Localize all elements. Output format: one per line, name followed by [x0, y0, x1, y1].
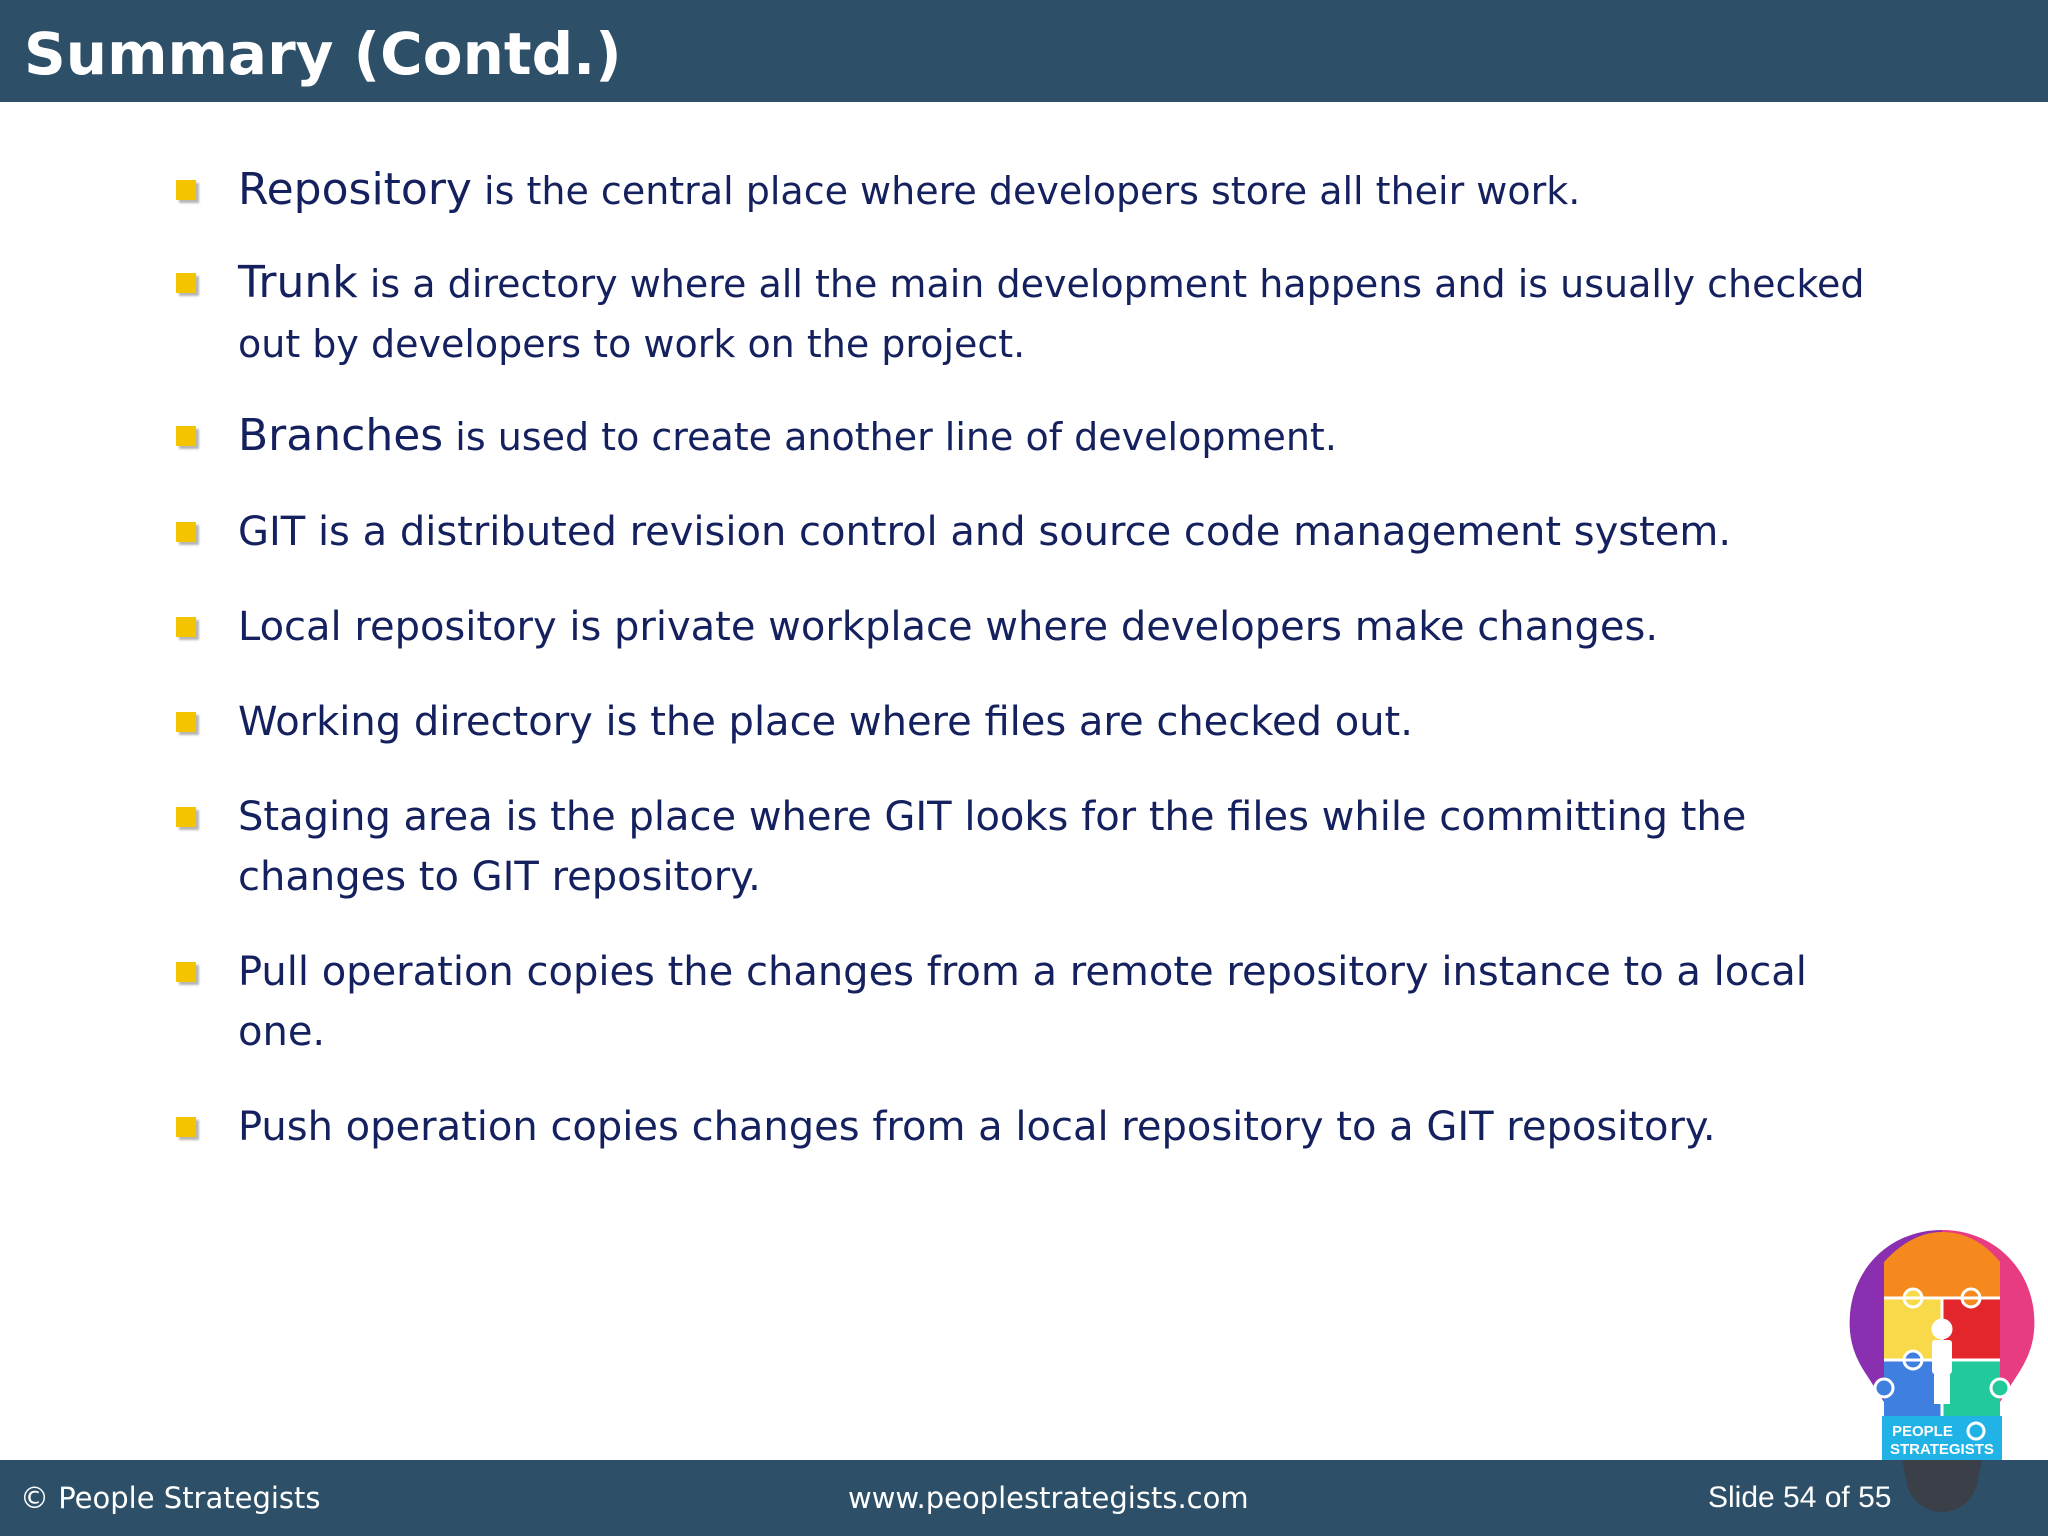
logo-text-line1: PEOPLE — [1892, 1423, 1953, 1440]
footer-bar — [0, 1460, 2048, 1536]
bullet-item — [172, 692, 1892, 752]
bullet-text: Working directory is the place where files are checked out. — [238, 699, 1413, 745]
square-bullet-icon — [176, 712, 196, 732]
bullet-item — [172, 502, 1892, 562]
bullet-text: Staging area is the place where GIT looks for the files while committing the changes to GIT repository. — [238, 794, 1747, 900]
people-strategists-logo — [1844, 1226, 2040, 1536]
bullet-item — [172, 253, 1892, 374]
slide-number: Slide 54 of 55 — [1708, 1481, 1892, 1514]
footer-copyright: © People Strategists — [20, 1481, 321, 1515]
bullet-text: Push operation copies changes from a local repository to a GIT repository. — [238, 1104, 1716, 1150]
puzzle-lightbulb-icon — [1850, 1230, 2035, 1512]
bullet-text: is a directory where all the main development happens and is usually checked out by developers to work on the project. — [238, 262, 1865, 366]
square-bullet-icon — [176, 1117, 196, 1137]
bullet-term: Trunk — [238, 257, 358, 308]
square-bullet-icon — [176, 180, 196, 200]
square-bullet-icon — [176, 617, 196, 637]
bullet-text: is the central place where developers store all their work. — [471, 169, 1581, 213]
bullet-term: Repository — [238, 164, 472, 215]
footer-website: www.peoplestrategists.com — [848, 1481, 1249, 1515]
square-bullet-icon — [176, 426, 196, 446]
bullet-item — [172, 942, 1892, 1062]
bullet-item — [172, 1097, 1892, 1157]
bullet-text: Local repository is private workplace where developers make changes. — [238, 604, 1659, 650]
bullet-item — [172, 597, 1892, 657]
bullet-text: GIT is a distributed revision control and source code management system. — [238, 509, 1732, 555]
bullet-list — [172, 160, 1892, 1157]
bullet-text: is used to create another line of development. — [443, 415, 1337, 459]
square-bullet-icon — [176, 807, 196, 827]
square-bullet-icon — [176, 522, 196, 542]
logo-text-line2: STRATEGISTS — [1890, 1441, 1994, 1458]
square-bullet-icon — [176, 273, 196, 293]
slide-title: Summary (Contd.) — [24, 20, 622, 88]
bullet-term: Branches — [238, 410, 444, 461]
bullet-text: Pull operation copies the changes from a remote repository instance to a local one. — [238, 949, 1807, 1055]
header-bar — [0, 0, 2048, 102]
bullet-item — [172, 160, 1892, 221]
bullet-item — [172, 787, 1892, 907]
square-bullet-icon — [176, 962, 196, 982]
bullet-item — [172, 406, 1892, 467]
